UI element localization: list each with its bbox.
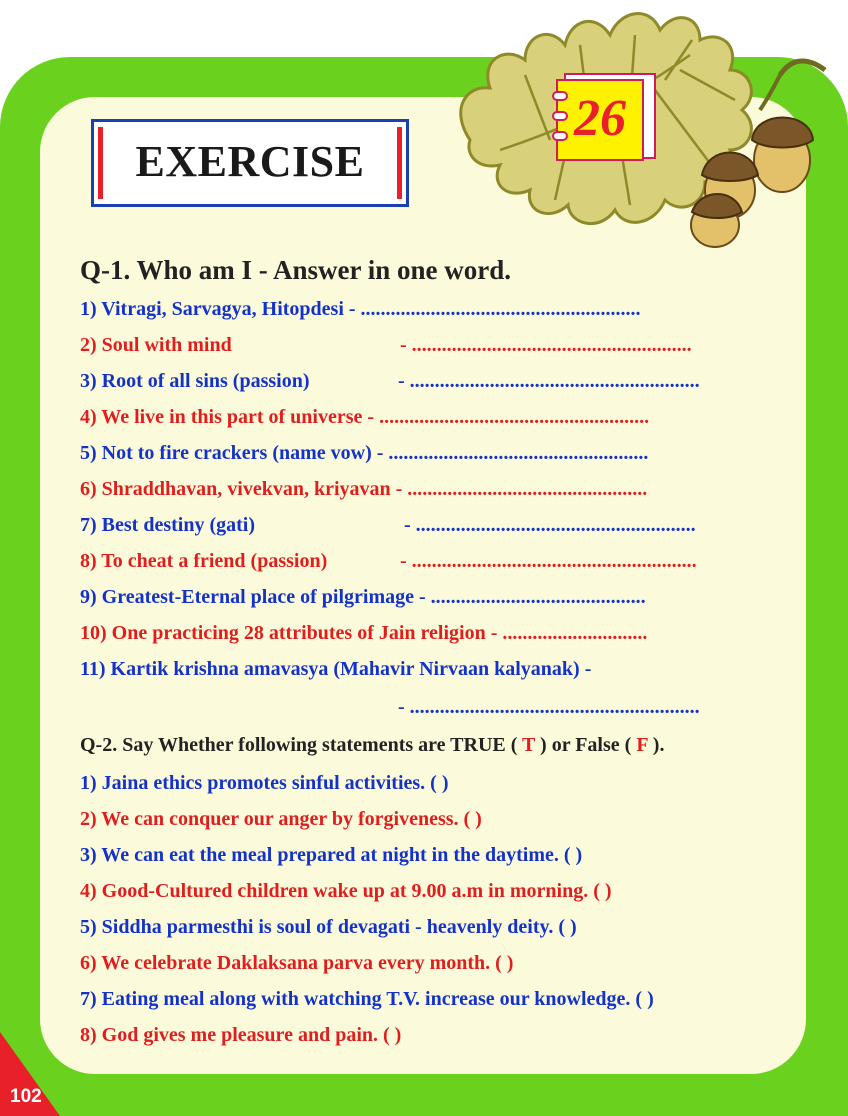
q1-item-prompt: 6) Shraddhavan, vivekvan, kriyavan <box>80 478 391 500</box>
q2-item: 8) God gives me pleasure and pain. ( ) <box>80 1024 402 1046</box>
q1-item-blank: - ........................................... <box>418 586 646 608</box>
q1-item-prompt: 11) Kartik krishna amavasya (Mahavir Nirvaan kalyanak) <box>80 658 580 680</box>
q1-item <box>80 514 255 537</box>
badge-front-card <box>556 79 644 161</box>
q1-item-blank: - ............................. <box>490 622 648 644</box>
q2-item: 3) We can eat the meal prepared at night in the daytime. ( ) <box>80 844 583 866</box>
q1-item <box>80 550 327 573</box>
q1-item-blank: - ........................................................ <box>400 334 692 356</box>
q1-item <box>80 658 591 681</box>
q2-item: 1) Jaina ethics promotes sinful activities. ( ) <box>80 772 449 794</box>
q2-item: 4) Good-Cultured children wake up at 9.00 a.m in morning. ( ) <box>80 880 612 902</box>
q1-item-blank: - <box>584 658 592 680</box>
q1-item <box>80 586 646 609</box>
q2-item: 7) Eating meal along with watching T.V. increase our knowledge. ( ) <box>80 988 654 1010</box>
q1-item <box>80 298 641 321</box>
q1-item-prompt: 8) To cheat a friend (passion) <box>80 550 328 572</box>
spiral-ring <box>552 131 568 141</box>
q2-false-letter: F <box>636 734 648 756</box>
q1-item-blank: - ........................................................ <box>404 514 696 536</box>
q2-heading <box>80 734 664 757</box>
q1-item-blank: - ......................................................... <box>400 550 697 572</box>
q2-item: 2) We can conquer our anger by forgiveness. ( ) <box>80 808 482 830</box>
q1-item <box>80 406 649 429</box>
q1-item <box>80 370 309 393</box>
q1-item-blank: - ................................................ <box>395 478 648 500</box>
q1-item-prompt: 9) Greatest-Eternal place of pilgrimage <box>80 586 414 608</box>
spiral-ring <box>552 111 568 121</box>
q1-item-prompt: 2) Soul with mind <box>80 334 232 356</box>
q1-item-prompt: 3) Root of all sins (passion) <box>80 370 310 392</box>
q1-item <box>80 334 232 357</box>
q1-continuation-blank: - .......................................................... <box>398 696 700 718</box>
q1-item-blank: - ........................................................ <box>348 298 641 320</box>
q2-heading-prefix: Q-2. Say Whether following statements are TRUE ( <box>80 734 518 756</box>
q2-true-letter: T <box>522 734 536 756</box>
exercise-title-box <box>91 119 409 207</box>
q2-item: 5) Siddha parmesthi is soul of devagati - heavenly deity. ( ) <box>80 916 577 938</box>
page-number: 102 <box>10 1086 42 1107</box>
q1-item-blank: - ...................................................... <box>367 406 650 428</box>
q2-item: 6) We celebrate Daklaksana parva every month. ( ) <box>80 952 514 974</box>
q2-heading-middle: ) or False ( <box>540 734 632 756</box>
page-title: EXERCISE <box>135 137 365 186</box>
q1-item-prompt: 4) We live in this part of universe <box>80 406 363 428</box>
spiral-ring <box>552 91 568 101</box>
q1-item <box>80 442 648 465</box>
q1-heading: Q-1. Who am I - Answer in one word. <box>80 255 512 285</box>
q1-item <box>80 478 647 501</box>
lesson-number: 26 <box>574 90 626 147</box>
q1-item-prompt: 7) Best destiny (gati) <box>80 514 255 536</box>
lesson-number-badge <box>556 73 652 161</box>
q1-item-prompt: 10) One practicing 28 attributes of Jain religion <box>80 622 486 644</box>
q1-item-prompt: 1) Vitragi, Sarvagya, Hitopdesi <box>80 298 344 320</box>
q1-item-blank: - .................................................... <box>376 442 649 464</box>
q2-heading-suffix: ). <box>652 734 665 756</box>
q1-item-blank: - .......................................................... <box>398 370 700 392</box>
q1-item <box>80 622 647 645</box>
q1-item-prompt: 5) Not to fire crackers (name vow) <box>80 442 372 464</box>
